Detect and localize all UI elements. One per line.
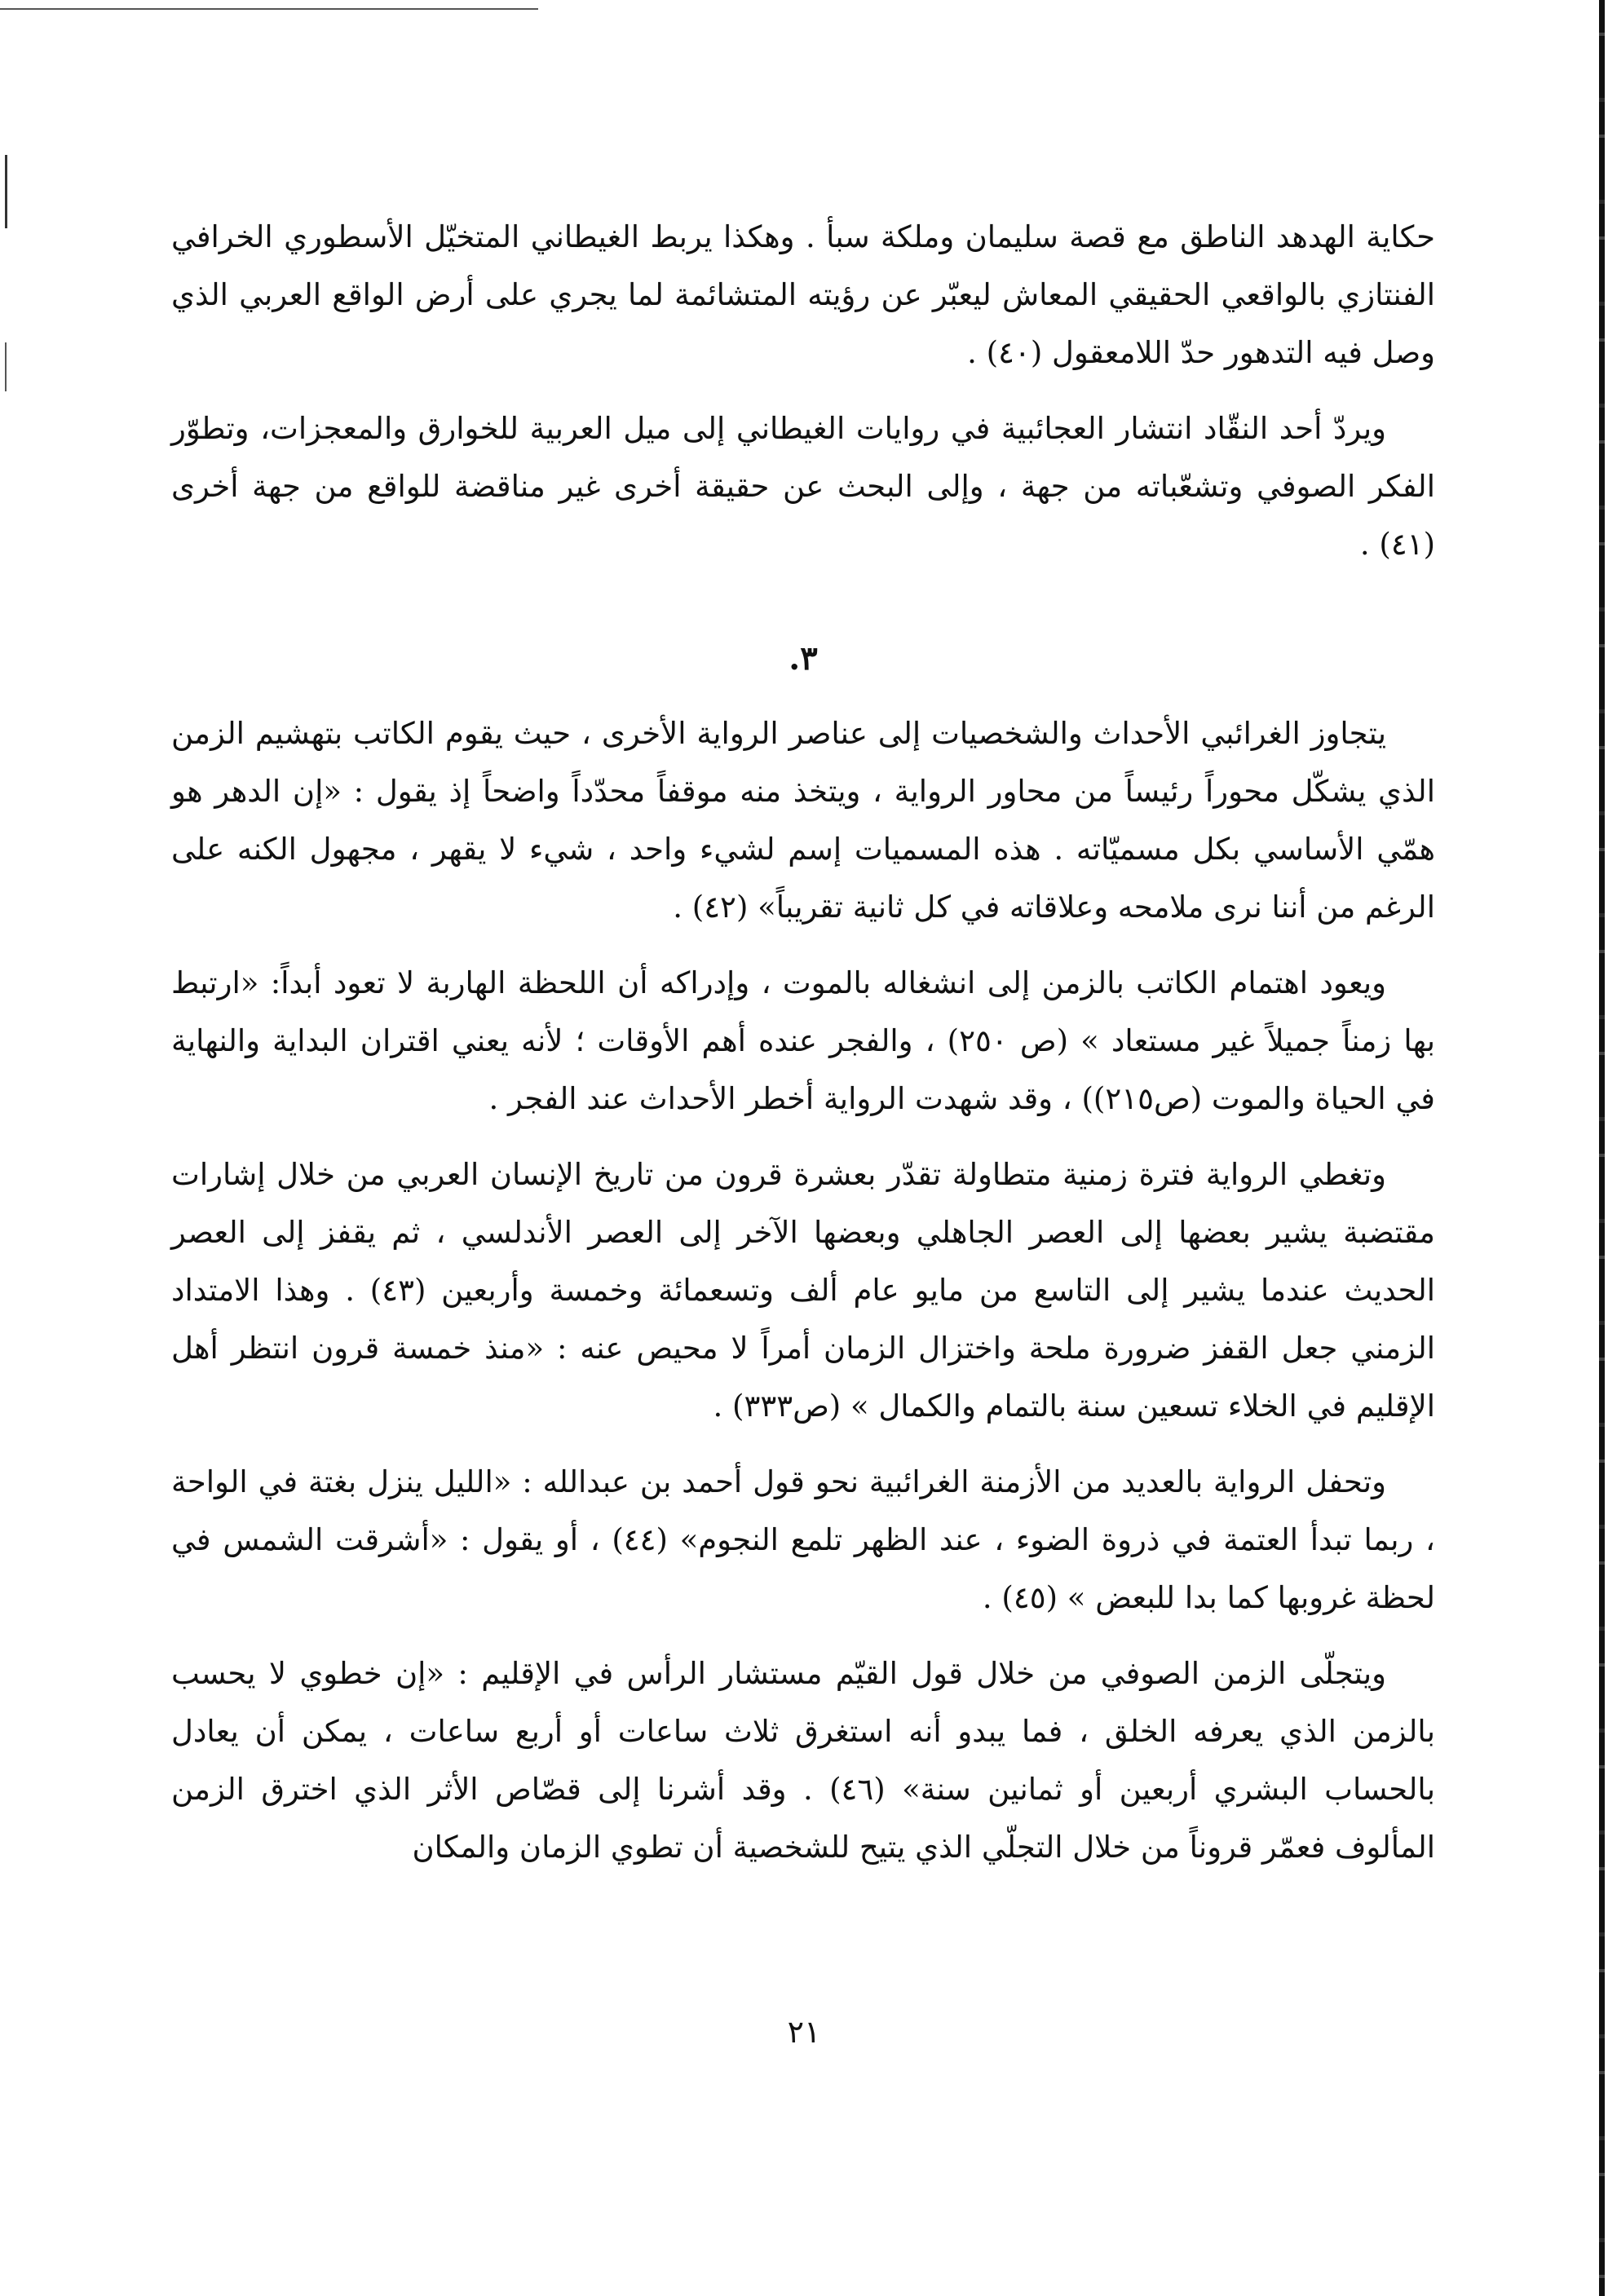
scan-right-binding-edge — [1599, 0, 1605, 2296]
paragraph-2: ويردّ أحد النقّاد انتشار العجائبية في روايات الغيطاني إلى ميل العربية للخوارق والمعجزات، وتطوّر الفكر الصوفي وتشعّباته من جهة ، وإلى البحث عن حقيقة أخرى غير مناقضة للواقع من جهة أخرى (٤١) . — [171, 411, 1435, 562]
page-number: ٢١ — [787, 2014, 821, 2050]
paragraph-7: ويتجلّى الزمن الصوفي من خلال قول القيّم مستشار الرأس في الإقليم : «إن خطوي لا يحسب بالزمن الذي يعرفه الخلق ، فما يبدو أنه استغرق ثلاث ساعات أو أربع ساعات ، يمكن أن يعادل بالحساب البشري أربعين أو ثمانين سنة» (٤٦) . وقد أشرنا إلى قصّاص الأثر الذي اخترق الزمن المألوف فعمّر قروناً من خلال التجلّي الذي يتيح للشخصية أن تطوي الزمان والمكان — [171, 1656, 1435, 1865]
scan-top-rule — [0, 8, 538, 10]
section-number: ٣. — [789, 639, 818, 678]
paragraph-4: ويعود اهتمام الكاتب بالزمن إلى انشغاله بالموت ، وإدراكه أن اللحظة الهاربة لا تعود أبداً: «ارتبط بها زمناً جميلاً غير مستعاد » (ص ٢٥٠) ، والفجر عنده أهم الأوقات ؛ لأنه يعني اقتران البداية والنهاية في الحياة والموت (ص٢١٥)) ، وقد شهدت الرواية أخطر الأحداث عند الفجر . — [171, 965, 1435, 1116]
paragraph-6: وتحفل الرواية بالعديد من الأزمنة الغرائبية نحو قول أحمد بن عبدالله : «الليل ينزل بغتة في الواحة ، ربما تبدأ العتمة في ذروة الضوء ، عند الظهر تلمع النجوم» (٤٤) ، أو يقول : «أشرقت الشمس في لحظة غروبها كما بدا للبعض » (٤٥) . — [171, 1464, 1435, 1615]
scan-left-edge-mark — [5, 155, 7, 228]
paragraph-5: وتغطي الرواية فترة زمنية متطاولة تقدّر بعشرة قرون من تاريخ الإنسان العربي من خلال إشارات مقتضبة يشير بعضها إلى العصر الجاهلي وبعضها الآخر إلى العصر الأندلسي ، ثم يقفز إلى العصر الحديث عندما يشير إلى التاسع من مايو عام ألف وتسعمائة وخمسة وأربعين (٤٣) . وهذا الامتداد الزمني جعل القفز ضرورة ملحة واختزال الزمان أمراً لا محيص عنه : «منذ خمسة قرون انتظر أهل الإقليم في الخلاء تسعين سنة بالتمام والكمال » (ص٣٣٣) . — [171, 1157, 1435, 1424]
scan-left-edge-mark-2 — [5, 342, 7, 391]
paragraph-1: حكاية الهدهد الناطق مع قصة سليمان وملكة سبأ . وهكذا يربط الغيطاني المتخيّل الأسطوري الخرافي الفنتازي بالواقعي الحقيقي المعاش ليعبّر عن رؤيته المتشائمة لما يجري على أرض الواقع العربي الذي وصل فيه التدهور حدّ اللامعقول (٤٠) . — [171, 219, 1435, 370]
page-body — [171, 208, 1435, 1894]
paragraph-3: يتجاوز الغرائبي الأحداث والشخصيات إلى عناصر الرواية الأخرى ، حيث يقوم الكاتب بتهشيم الزمن الذي يشكّل محوراً رئيساً من محاور الرواية ، ويتخذ منه موقفاً محدّداً واضحاً إذ يقول : «إن الدهر هو همّي الأساسي بكل مسميّاته . هذه المسميات إسم لشيء واحد ، شيء لا يقهر ، مجهول الكنه على الرغم من أننا نرى ملامحه وعلاقاته في كل ثانية تقريباً» (٤٢) . — [171, 716, 1435, 925]
